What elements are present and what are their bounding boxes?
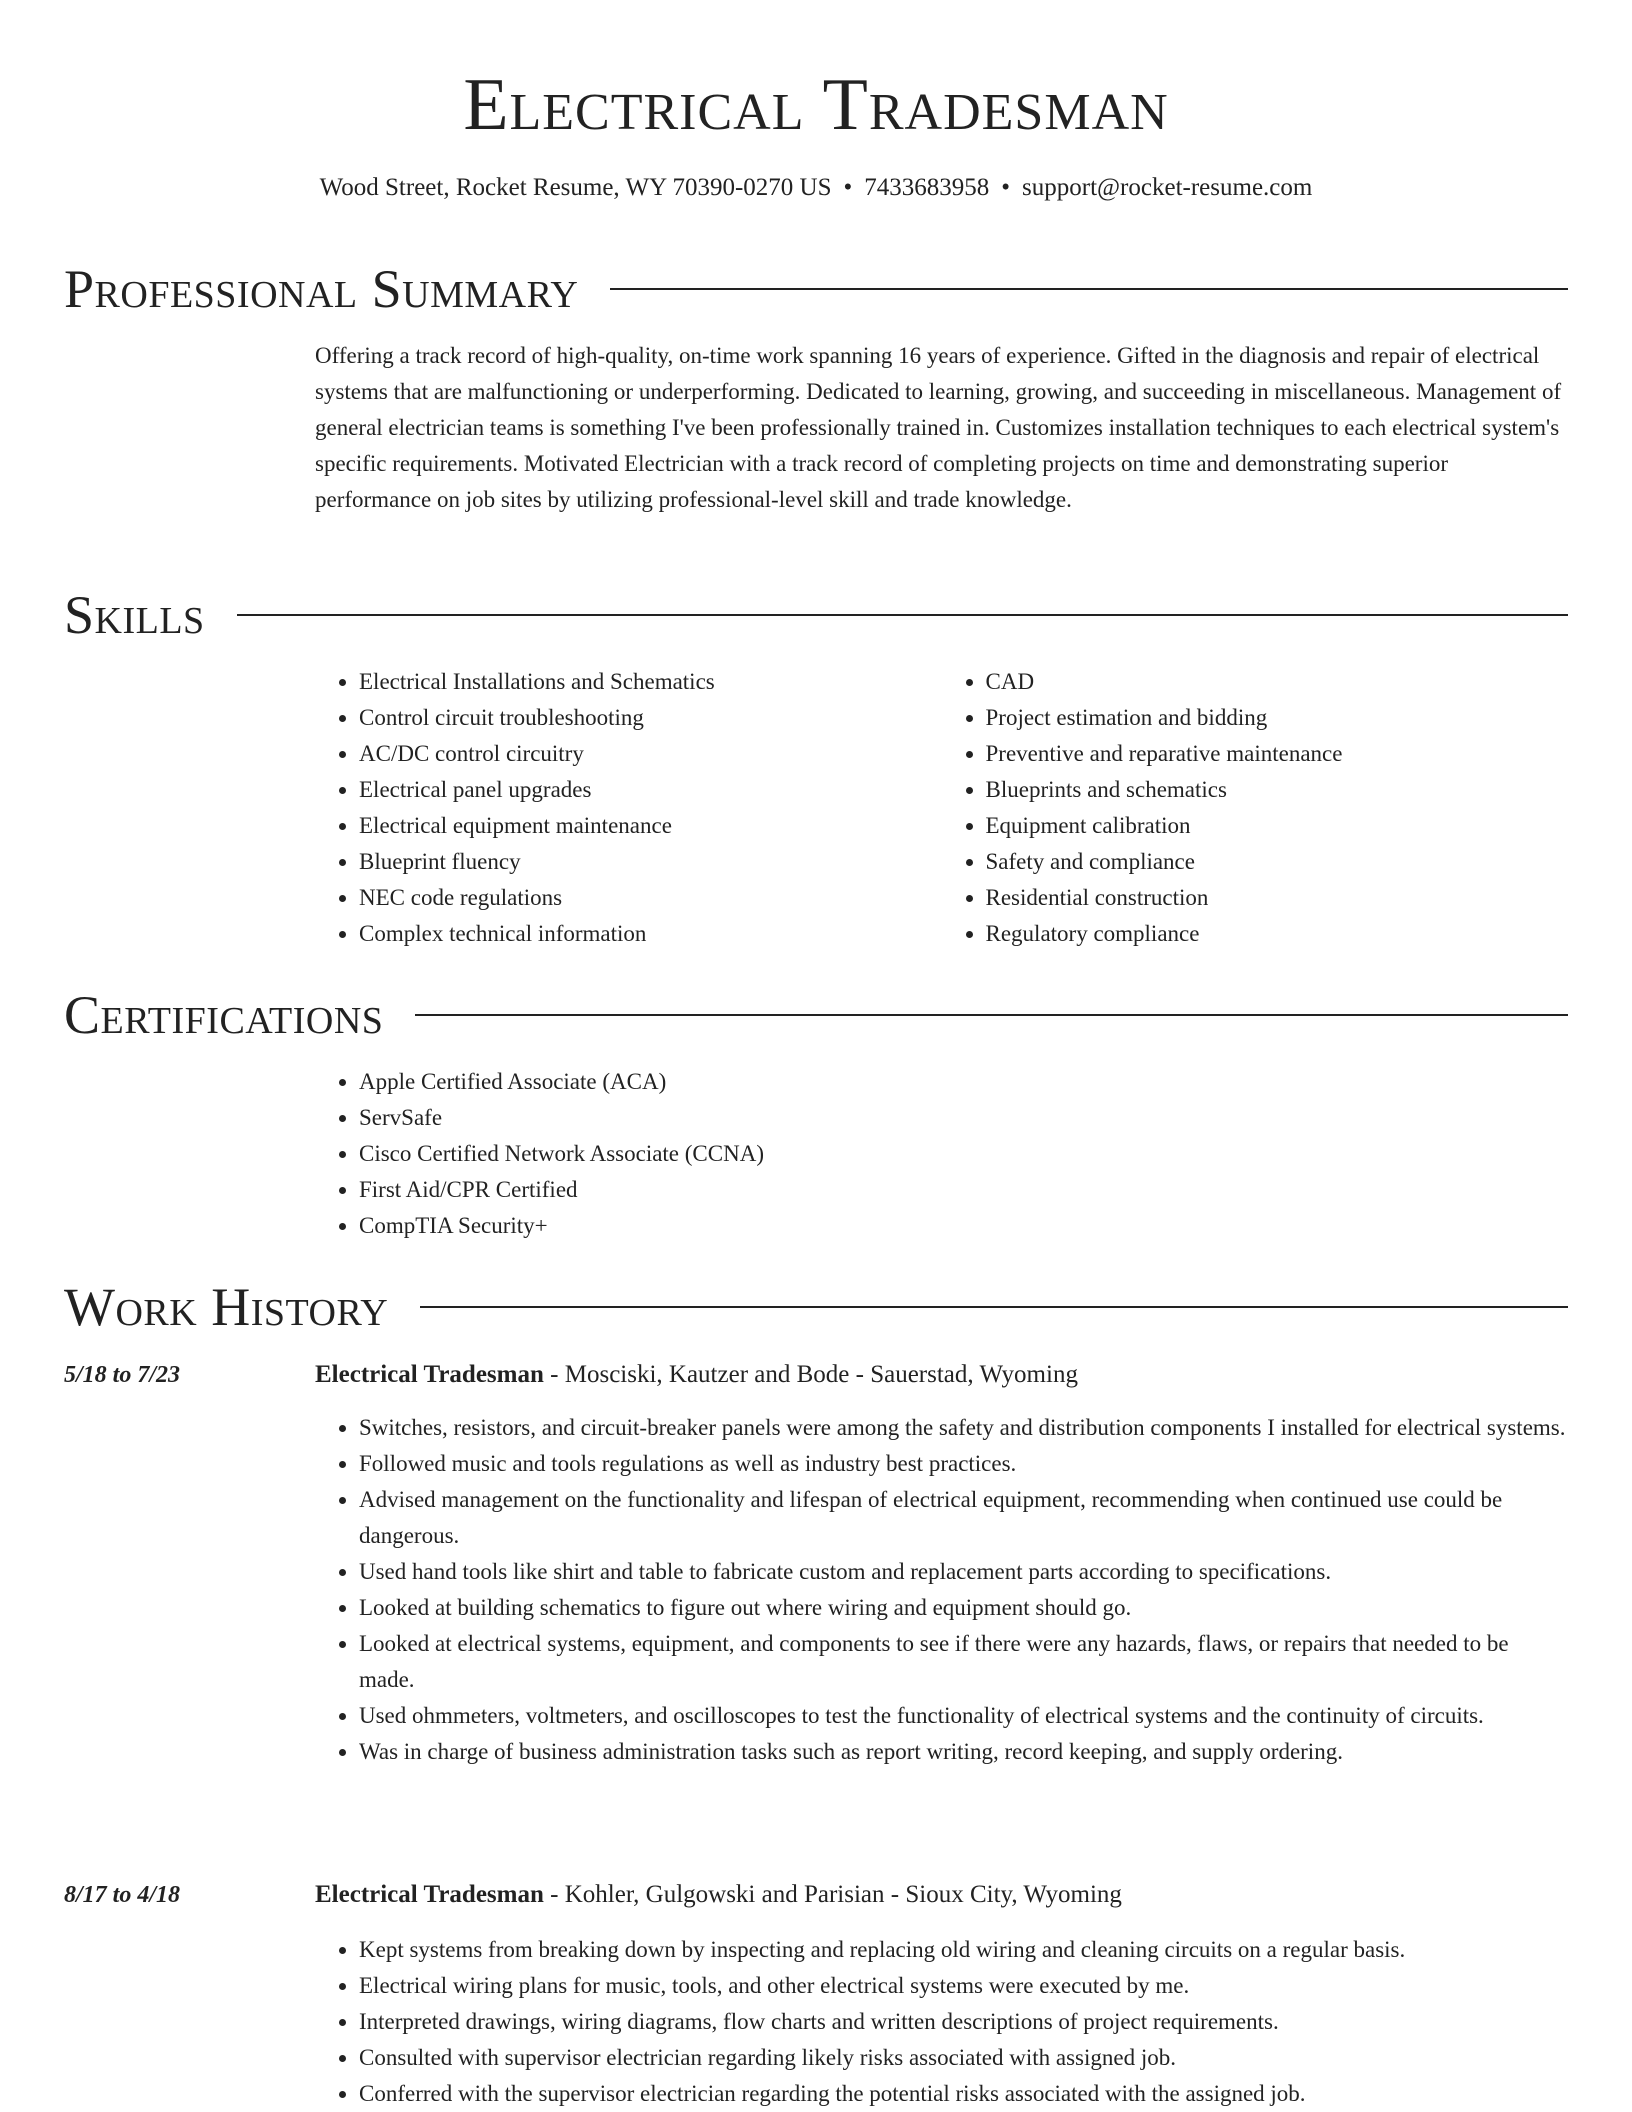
summary-section-heading <box>64 258 1568 320</box>
certification-item: • First Aid/CPR Certified <box>359 1172 1568 1208</box>
job-bullet: • Used ohmmeters, voltmeters, and oscilloscopes to test the functionality of electrical systems and the continuity of circuits. <box>359 1698 1568 1734</box>
summary-body <box>315 338 1568 518</box>
job-bullet: • Interpreted drawings, wiring diagrams, flow charts and written descriptions of project requirements. <box>359 2004 1568 2040</box>
skill-item: • Safety and compliance <box>986 844 1569 880</box>
job-dates: 5/18 to 7/23 <box>64 1362 181 1388</box>
skill-item: • Electrical equipment maintenance <box>359 808 942 844</box>
job-dates: 8/17 to 4/18 <box>64 1882 181 1908</box>
job-bullet: • Looked at electrical systems, equipment, and components to see if there were any hazards, flaws, or repairs that needed to be made. <box>359 1626 1568 1698</box>
certifications-list <box>315 1064 1568 1244</box>
skill-item: • NEC code regulations <box>359 880 942 916</box>
job-bullet: • Advised management on the functionality and lifespan of electrical equipment, recommending when continued use could be dangerous. <box>359 1482 1568 1554</box>
job-bullet: • Kept systems from breaking down by inspecting and replacing old wiring and cleaning circuits on a regular basis. <box>359 1932 1568 1968</box>
job-title: Electrical Tradesman <box>315 1361 544 1388</box>
skill-item: • Blueprints and schematics <box>986 772 1569 808</box>
skill-item: • Project estimation and bidding <box>986 700 1569 736</box>
skill-item: • Electrical panel upgrades <box>359 772 942 808</box>
certification-item: • Apple Certified Associate (ACA) <box>359 1064 1568 1100</box>
certification-item: • CompTIA Security+ <box>359 1208 1568 1244</box>
job-bullet: • Followed music and tools regulations as well as industry best practices. <box>359 1446 1568 1482</box>
job-bullet: • Consulted with supervisor electrician regarding likely risks associated with assigned job. <box>359 2040 1568 2076</box>
job-title-line <box>315 1358 1078 1392</box>
certifications-heading: Certifications <box>64 985 384 1045</box>
skill-item: • Residential construction <box>986 880 1569 916</box>
summary-text: Offering a track record of high-quality, on-time work spanning 16 years of experience. Gifted in the diagnosis and repair of electrical systems that are malfunctioning or underperforming. Dedicated to learning, growing, and succeeding in miscellaneous. Management of general electrician teams is something I've been professionally trained in. Customizes installation techniques to each electrical system's specific requirements. Motivated Electrician with a track record of completing projects on time and demonstrating superior performance on job sites by utilizing professional-level skill and trade knowledge. <box>315 343 1562 512</box>
job-title-line <box>315 1878 1122 1912</box>
resume-name: Electrical Tradesman <box>463 64 1169 146</box>
work-section-heading <box>64 1276 1568 1338</box>
skill-item: • Complex technical information <box>359 916 942 952</box>
skill-item: • Blueprint fluency <box>359 844 942 880</box>
job-bullet: • Electrical wiring plans for music, tools, and other electrical systems were executed by me. <box>359 1968 1568 2004</box>
skill-item: • Electrical Installations and Schematics <box>359 664 942 700</box>
certifications-section-heading <box>64 984 1568 1046</box>
job-bullets <box>315 1932 1568 2112</box>
contact-phone: 7433683958 <box>864 174 990 201</box>
section-divider <box>237 614 1568 616</box>
job-title: Electrical Tradesman <box>315 1881 544 1908</box>
contact-separator: • <box>1001 174 1011 201</box>
skill-item: • Equipment calibration <box>986 808 1569 844</box>
section-divider <box>610 288 1568 290</box>
resume-page <box>64 0 1568 2106</box>
section-divider <box>420 1306 1568 1308</box>
skill-item: • AC/DC control circuitry <box>359 736 942 772</box>
summary-heading: Professional Summary <box>64 259 579 319</box>
contact-address: Wood Street, Rocket Resume, WY 70390-0270 US <box>319 174 832 201</box>
skills-body <box>315 664 1568 952</box>
job-bullet: • Used hand tools like shirt and table to fabricate custom and replacement parts according to specifications. <box>359 1554 1568 1590</box>
certification-item: • Cisco Certified Network Associate (CCNA) <box>359 1136 1568 1172</box>
skills-section-heading <box>64 584 1568 646</box>
job-bullets <box>315 1410 1568 1770</box>
skills-list-left <box>315 664 942 952</box>
skill-item: • Control circuit troubleshooting <box>359 700 942 736</box>
job-bullet: • Was in charge of business administration tasks such as report writing, record keeping, and supply ordering. <box>359 1734 1568 1770</box>
section-divider <box>415 1014 1568 1016</box>
skills-heading: Skills <box>64 585 205 645</box>
job-details: - Mosciski, Kautzer and Bode - Sauerstad, Wyoming <box>543 1361 1078 1388</box>
job-bullet: • Looked at building schematics to figure out where wiring and equipment should go. <box>359 1590 1568 1626</box>
job-bullet: • Conferred with the supervisor electrician regarding the potential risks associated with the assigned job. <box>359 2076 1568 2112</box>
contact-separator: • <box>843 174 853 201</box>
skill-item: • CAD <box>986 664 1569 700</box>
certification-item: • ServSafe <box>359 1100 1568 1136</box>
job-details: - Kohler, Gulgowski and Parisian - Sioux City, Wyoming <box>543 1881 1122 1908</box>
job-bullet: • Switches, resistors, and circuit-breaker panels were among the safety and distribution components I installed for electrical systems. <box>359 1410 1568 1446</box>
work-heading: Work History <box>64 1277 389 1337</box>
skill-item: • Regulatory compliance <box>986 916 1569 952</box>
contact-line <box>64 172 1568 204</box>
certifications-body <box>315 1064 1568 1244</box>
contact-email: support@rocket-resume.com <box>1022 174 1313 201</box>
skills-list-right <box>942 664 1569 952</box>
skill-item: • Preventive and reparative maintenance <box>986 736 1569 772</box>
